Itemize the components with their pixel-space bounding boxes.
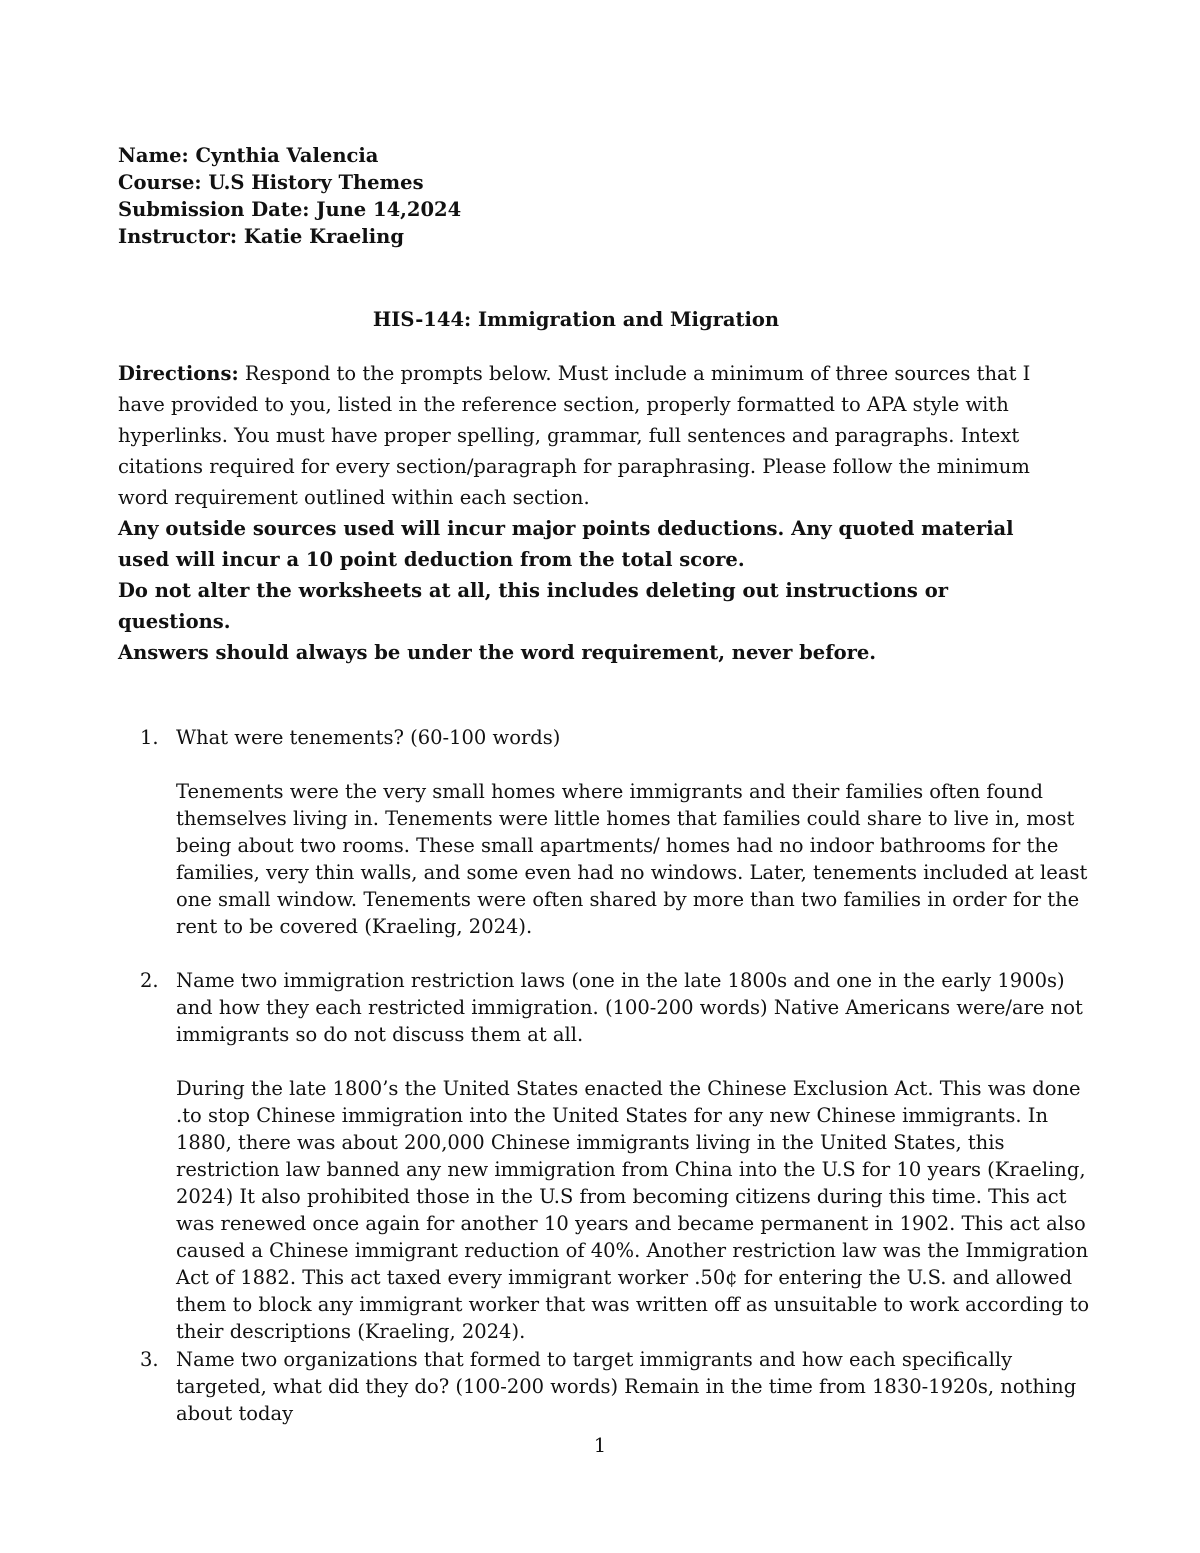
student-name: Name: Cynthia Valencia [118, 144, 379, 167]
question-number: 2. [140, 969, 159, 992]
question-prompt: What were tenements? (60-100 words) [176, 726, 561, 749]
directions-block [118, 358, 1058, 668]
question-number: 1. [140, 726, 159, 749]
answer-1: Tenements were the very small homes where immigrants and their families often found themselves living in. Tenements were little homes that families could share to live in, most being about two rooms. These small apartments/ homes had no indoor bathrooms for the families, very thin walls, and some even had no windows. Later, tenements included at least one small window. Tenements were often shared by more than two families in order for the rent to be covered (Kraeling, 2024). [176, 780, 1088, 938]
question-3 [140, 1346, 1100, 1427]
question-number: 3. [140, 1348, 159, 1371]
question-prompt: Name two immigration restriction laws (one in the late 1800s and one in the early 1900s) and how they each restricted immigration. (100-200 words) Native Americans were/are not immigrants so do not discuss them at all. [176, 969, 1083, 1046]
directions-label: Directions: [118, 362, 239, 385]
question-1 [140, 724, 1100, 751]
deduction-warning: Any outside sources used will incur major points deductions. Any quoted material used will incur a 10 point deduction from the total score. [118, 517, 1014, 571]
no-alter-warning: Do not alter the worksheets at all, this includes deleting out instructions or questions. [118, 579, 948, 633]
question-2 [140, 967, 1100, 1048]
answer-placement-note: Answers should always be under the word requirement, never before. [118, 641, 877, 664]
answer-2: During the late 1800’s the United States enacted the Chinese Exclusion Act. This was done .to stop Chinese immigration into the United States for any new Chinese immigrants. In 1880, there was about 200,000 Chinese immigrants living in the United States, this restriction law banned any new immigration from China into the U.S for 10 years (Kraeling, 2024) It also prohibited those in the U.S from becoming citizens during this time. This act was renewed once again for another 10 years and became permanent in 1902. This act also caused a Chinese immigrant reduction of 40%. Another restriction law was the Immigration Act of 1882. This act taxed every immigrant worker .50¢ for entering the U.S. and allowed them to block any immigrant worker that was written off as unsuitable to work according to their descriptions (Kraeling, 2024). [176, 1077, 1090, 1343]
student-info-header [118, 142, 461, 250]
directions-body: Respond to the prompts below. Must include a minimum of three sources that I have provided to you, listed in the reference section, properly formatted to APA style with hyperlinks. You must have proper spelling, grammar, full sentences and paragraphs. Intext citations required for every section/paragraph for paraphrasing. Please follow the minimum word requirement outlined within each section. [118, 362, 1031, 509]
assignment-title: HIS-144: Immigration and Migration [372, 308, 780, 331]
page-number: 1 [593, 1434, 607, 1457]
course-name: Course: U.S History Themes [118, 171, 424, 194]
directions-paragraph [118, 358, 1058, 513]
submission-date: Submission Date: June 14,2024 [118, 198, 462, 221]
instructor-name: Instructor: Katie Kraeling [118, 225, 404, 248]
question-prompt: Name two organizations that formed to target immigrants and how each specifically targeted, what did they do? (100-200 words) Remain in the time from 1830-1920s, nothing about today [176, 1348, 1077, 1425]
